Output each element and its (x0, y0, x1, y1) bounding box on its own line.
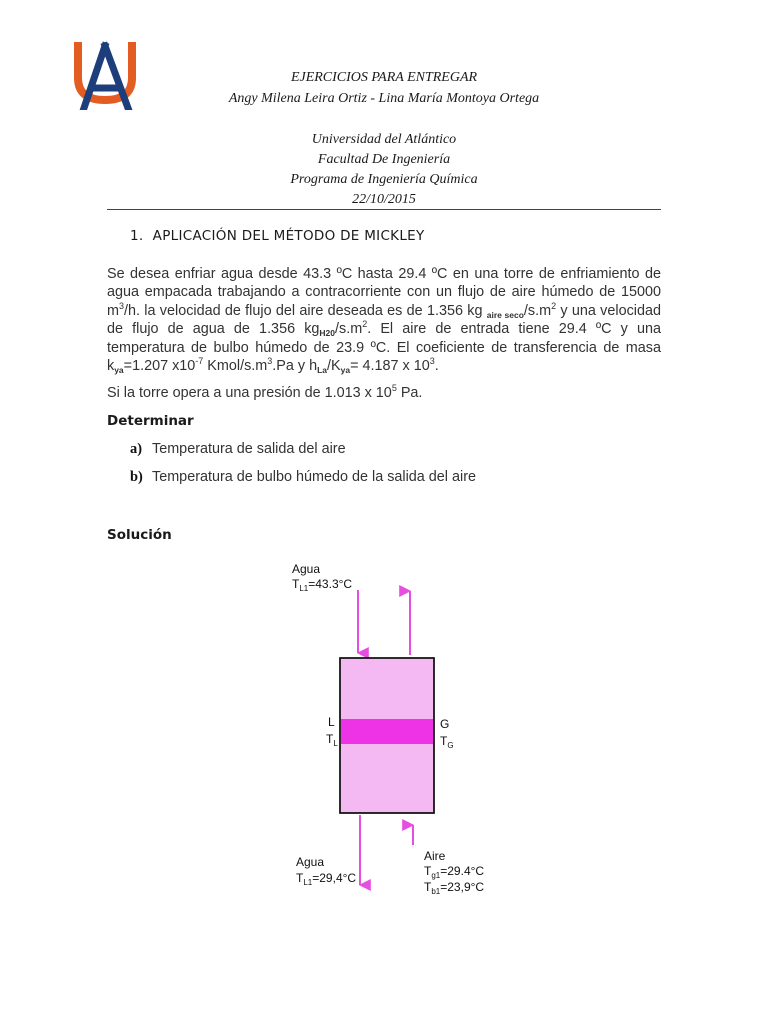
pressure-paragraph: Si la torre opera a una presión de 1.013 x $10^5$ Pa. (107, 383, 423, 401)
date: 22/10/2015 (352, 192, 416, 207)
water-inlet-temp: $T_{L1}=43.3^\circ C$ (292, 577, 353, 593)
list-item: a) Temperatura de salida del aire (130, 441, 346, 457)
authors: Angy Milena Leira Ortiz - Lina María Montoya Ortega (228, 91, 540, 106)
air-inlet-label: Aire (424, 849, 446, 863)
liquid-label: L (328, 715, 335, 729)
water-outlet-temp: $T_{L1}=29,4^\circ C$ (296, 871, 357, 887)
faculty: Facultad De Ingeniería (317, 152, 451, 167)
cooling-tower-diagram (280, 555, 510, 900)
solution-heading: Solución (107, 527, 172, 543)
document-title: EJERCICIOS PARA ENTREGAR (290, 70, 478, 85)
header-divider (107, 209, 661, 210)
tower-band (341, 719, 433, 744)
gas-label: G (440, 717, 450, 731)
determine-heading: Determinar (107, 413, 194, 429)
water-inlet-label: Agua (292, 562, 321, 576)
section-number: 1. (130, 228, 144, 244)
air-inlet-temp: $T_{g1}=29.4^\circ C$ (424, 864, 485, 880)
air-inlet-wetbulb: $T_{b1}=23,9^\circ C$ (424, 880, 485, 896)
university: Universidad del Atlántico (311, 132, 457, 147)
gas-temp-label: $T_G$ (440, 734, 454, 750)
section-title (130, 228, 425, 244)
program: Programa de Ingeniería Química (290, 172, 478, 187)
water-outlet-label: Agua (296, 855, 325, 869)
liquid-temp-label: $T_L$ (326, 732, 338, 748)
list-item: b) Temperatura de bulbo húmedo de la salida del aire (130, 469, 476, 485)
problem-paragraph: Se desea enfriar agua desde 43.3 ºC hasta 29.4 ºC en una torre de enfriamiento de agua empacada trabajando a contracorriente con un flujo de aire húmedo de 15000 $m^3/h$. la velocidad de flujo del aire deseada es de 1.356 kg $_{aire seco}/s.m^2$ y una velocidad de flujo de agua de 1.356 $kg_{H20}/s.m^2$. El aire de entrada tiene 29.4 ºC y una temperatura de bulbo húmedo de 23.9 ºC. El coeficiente de transferencia de masa $k_{ya}=1.207$ $x10^{-7}$ Kmol/$s.m^3.Pa$ y $h_{La}/K_{ya}= 4.187$ x $10^3$. (107, 266, 662, 376)
section-title-text: APLICACIÓN DEL MÉTODO DE MICKLEY (152, 228, 425, 244)
